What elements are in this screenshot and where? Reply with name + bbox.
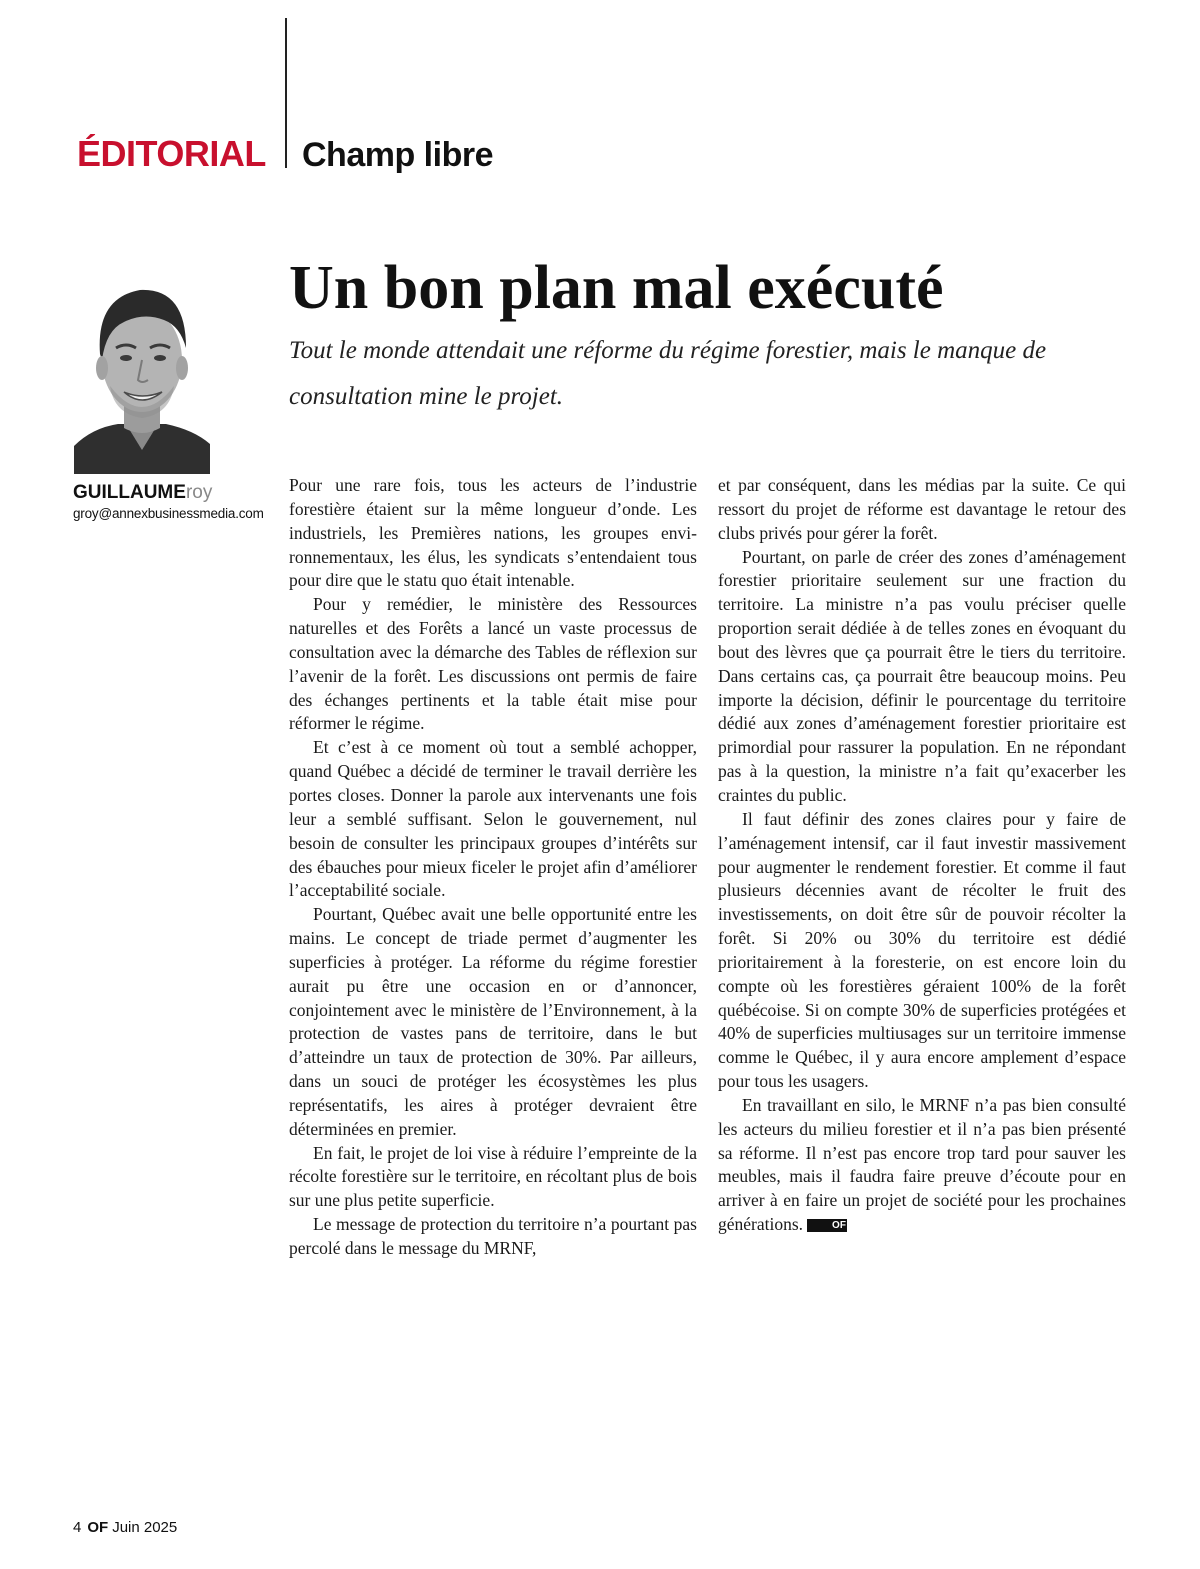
- end-mark-icon: OF: [807, 1219, 847, 1232]
- article-deck: Tout le monde attendait une réforme du régime forestier, mais le manque de consultation mine le projet.: [289, 337, 1047, 410]
- paragraph: Et c’est à ce moment où tout a semblé achopper, quand Québec a décidé de terminer le travail derrière les portes closes. Donner la parole aux intervenants une fois leur a semblé suffisant. Selon le gouvernement, nul besoin de consulter les principaux groupes d’intérêts sur des ébauches pour mieux ficeler le projet afin d’améliorer l’acceptabilité sociale.: [289, 737, 697, 901]
- paragraph: Il faut définir des zones claires pour y faire de l’aménagement intensif, car il faut investir massivement pour augmenter le rendement forestier. Et comme il faut plusieurs décennies avant de récolter le fruit des investissements, on doit être sûr de pouvoir récolter la forêt. Si 20% ou 30% du territoire est dédié prioritairement à la foresterie, on est encore loin du compte où les forestières géraient 100% de la forêt québécoise. Si on compte 30% de superficies protégées et 40% de superficies multiusages sur un territoire immense comme le Québec, il y aura encore amplement d’espace pour tous les usagers.: [718, 808, 1126, 1092]
- paragraph: Pour y remédier, le ministère des Ressources naturelles et des Forêts a lancé un vaste processus de consultation avec la démarche des Tables de réflexion sur l’avenir de la forêt. Les discussions ont permis de faire des échanges pertinents et la table était mise pour réformer le régime.: [289, 594, 697, 734]
- paragraph: et par conséquent, dans les médias par la suite. Ce qui ressort du projet de réforme est davantage le retour des clubs privés pour gérer la forêt.: [718, 475, 1126, 543]
- paragraph: En fait, le projet de loi vise à réduire l’empreinte de la récolte forestière sur le territoire, en récoltant plus de bois sur une plus petite superficie.: [289, 1142, 697, 1211]
- author-photo: [74, 268, 210, 474]
- body-column-2: [718, 474, 1126, 1237]
- issue-date: Juin 2025: [112, 1519, 178, 1536]
- page-number: 4: [73, 1519, 82, 1536]
- subsection-label: Champ libre: [302, 136, 493, 174]
- magazine-brand: OF: [87, 1519, 109, 1536]
- author-last-name: roy: [185, 482, 213, 503]
- body-column-1: [289, 474, 697, 1261]
- paragraph: Pourtant, Québec avait une belle opportunité entre les mains. Le concept de triade permet d’augmenter les superficies à protéger. La réforme du régime forestier aurait pu être une occasion en or d’annoncer, conjointement avec le ministère de l’Environnement, à la protection de vastes pans de territoire, dans le but d’atteindre un taux de protection de 30%. Par ailleurs, dans un souci de protéger les écosystèmes les plus représentatifs, les aires à protéger devraient être déterminées en premier.: [289, 904, 697, 1139]
- article-title: Un bon plan mal exécuté: [289, 254, 944, 322]
- paragraph: Pour une rare fois, tous les acteurs de l’industrie forestière étaient sur la même longueur d’onde. Les industriels, les Premières nations, les groupes environnementaux, les élus, les syndicats s’entendaient tous pour dire que le statu quo était intenable.: [289, 475, 697, 591]
- author-name: [73, 480, 212, 506]
- author-email[interactable]: groy@annexbusinessmedia.com: [73, 506, 264, 521]
- paragraph-text: En travaillant en silo, le MRNF n’a pas bien consulté les acteurs du milieu forestier et il n’a pas bien présenté sa réforme. Il n’est pas encore trop tard pour sauver les meubles, mais il faudra faire preuve d’écoute pour en arriver à en faire un projet de société pour les prochaines générations.: [718, 1094, 1126, 1235]
- page-footer: [73, 1518, 177, 1538]
- section-label: ÉDITORIAL: [77, 133, 266, 174]
- paragraph: Le message de protection du territoire n’a pourtant pas percolé dans le message du MRNF,: [289, 1214, 697, 1258]
- paragraph: Pourtant, on parle de créer des zones d’aménagement forestier prioritaire seulement sur une fraction du territoire. La ministre n’a pas voulu préciser quelle proportion serait dédiée à de telles zones en évoquant du bout des lèvres que ça pourrait être le tiers du territoire. Dans certains cas, ça pourrait être beaucoup moins. Peu importe la décision, définir le pourcentage du territoire dédié aux zones d’aménagement forestier prioritaire est primordial pour rassurer la population. En ne répondant pas à la question, la ministre n’a fait qu’exacerber les craintes du public.: [718, 546, 1126, 805]
- paragraph-last: [718, 1094, 1126, 1237]
- section-divider: [285, 18, 287, 168]
- author-first-name: GUILLAUME: [73, 482, 186, 503]
